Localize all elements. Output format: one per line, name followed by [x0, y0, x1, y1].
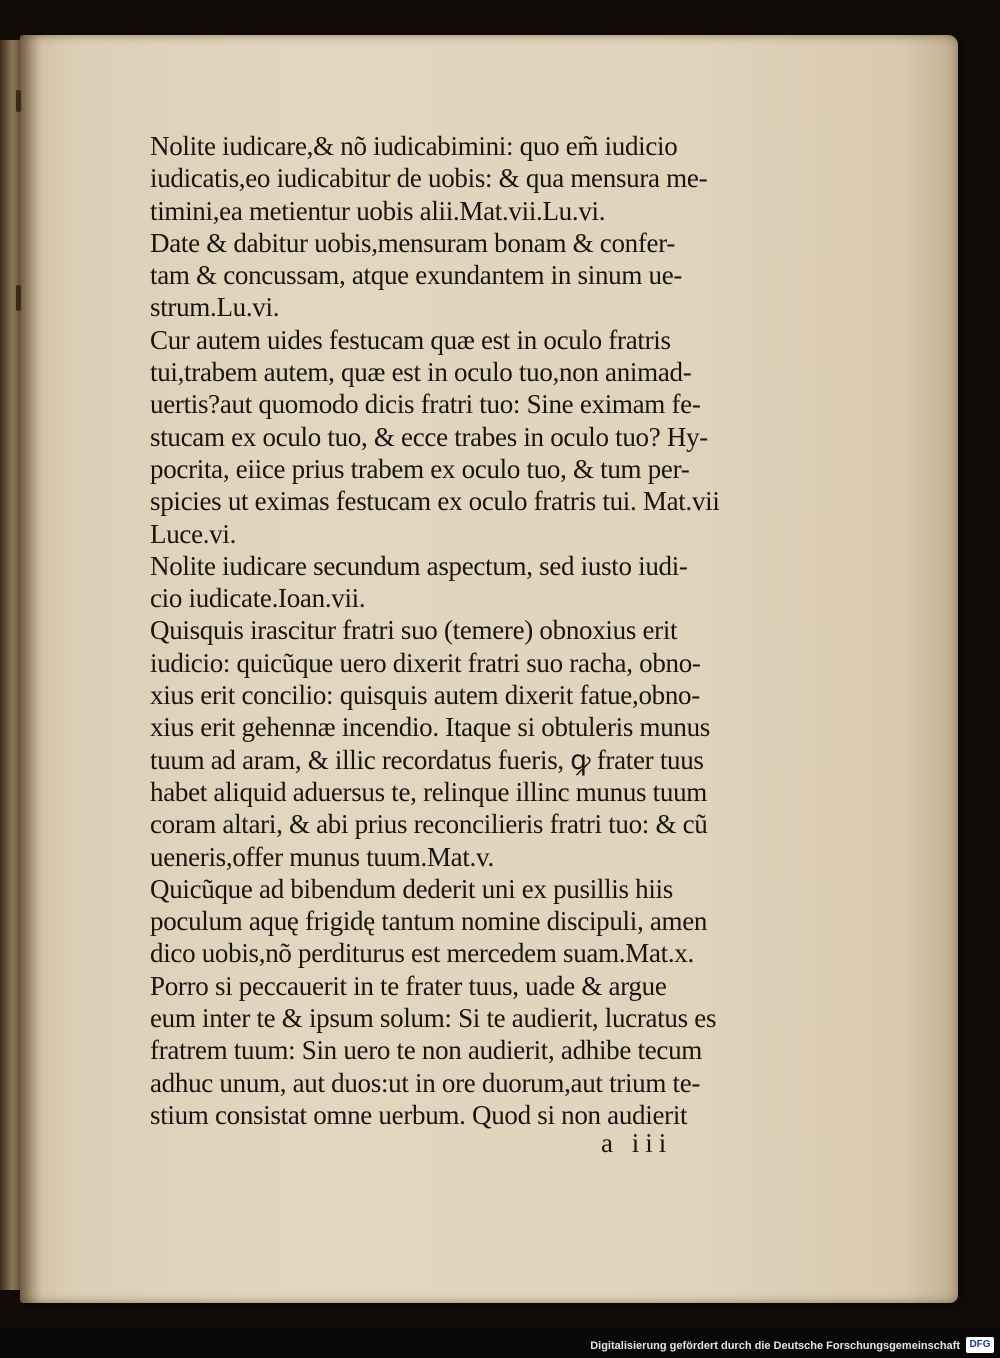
text-line: habet aliquid aduersus te, relinque illinc munus tuum — [150, 776, 707, 807]
text-line: Porro si peccauerit in te frater tuus, uade & argue — [150, 970, 667, 1001]
text-line: spicies ut eximas festucam ex oculo fratris tui. Mat.vii — [150, 486, 720, 517]
funding-credit: Digitalisierung gefördert durch die Deutsche Forschungsgemeinschaft — [590, 1340, 960, 1352]
text-line: xius erit gehennæ incendio. Itaque si obtuleris munus — [150, 712, 710, 743]
dfg-logo: DFG — [966, 1337, 994, 1353]
text-line: dico uobis,nõ perditurus est mercedem suam.Mat.x. — [150, 938, 694, 969]
text-line: Quicũque ad bibendum dederit uni ex pusillis hiis — [150, 873, 673, 904]
text-line: tuum ad aram, & illic recordatus fueris, ꝙ frater tuus — [150, 744, 704, 775]
binding-mark — [16, 285, 21, 311]
text-line: Nolite iudicare,& nõ iudicabimini: quo em̃ iudicio — [150, 131, 678, 161]
text-line: Date & dabitur uobis,mensuram bonam & confer- — [150, 227, 676, 258]
text-line: eum inter te & ipsum solum: Si te audierit, lucratus es — [150, 1003, 717, 1034]
text-line: coram altari, & abi prius reconcilieris fratri tuo: & cũ — [150, 809, 708, 840]
binding-mark — [16, 90, 21, 112]
text-line: xius erit concilio: quisquis autem dixerit fatue,obno- — [150, 680, 700, 711]
text-line: pocrita, eiice prius trabem ex oculo tuo, & tum per- — [150, 453, 690, 484]
text-line: strum.Lu.vi. — [150, 292, 280, 323]
text-line: tui,trabem autem, quæ est in oculo tuo,non animad- — [150, 357, 692, 388]
text-line: fratrem tuum: Sin uero te non audierit, adhibe tecum — [150, 1035, 702, 1066]
text-line: uertis?aut quomodo dicis fratri tuo: Sine eximam fe- — [150, 389, 701, 420]
text-line: cio iudicate.Ioan.vii. — [150, 583, 366, 614]
gutter-shadow — [20, 35, 42, 1303]
text-line: stium consistat omne uerbum. Quod si non audierit — [150, 1099, 688, 1130]
text-line: poculum aquę frigidę tantum nomine discipuli, amen — [150, 906, 708, 937]
text-line: Luce.vi. — [150, 518, 237, 549]
text-line: Nolite iudicare secundum aspectum, sed iusto iudi- — [150, 550, 688, 581]
page-text — [150, 130, 720, 1131]
text-line: adhuc unum, aut duos:ut in ore duorum,aut trium te- — [150, 1067, 701, 1098]
text-line: iudicatis,eo iudicabitur de uobis: & qua mensura me- — [150, 163, 708, 194]
text-line: ueneris,offer munus tuum.Mat.v. — [150, 841, 494, 872]
text-line: Cur autem uides festucam quæ est in oculo fratris — [150, 324, 671, 355]
signature-mark: a iii — [601, 1128, 673, 1158]
text-line: timini,ea metientur uobis alii.Mat.vii.Lu.vi. — [150, 195, 606, 226]
text-line: tam & concussam, atque exundantem in sinum ue- — [150, 260, 683, 291]
text-line: stucam ex oculo tuo, & ecce trabes in oculo tuo? Hy- — [150, 421, 708, 452]
text-line: iudicio: quicũque uero dixerit fratri suo racha, obno- — [150, 647, 701, 678]
text-line: Quisquis irascitur fratri suo (temere) obnoxius erit — [150, 615, 678, 646]
